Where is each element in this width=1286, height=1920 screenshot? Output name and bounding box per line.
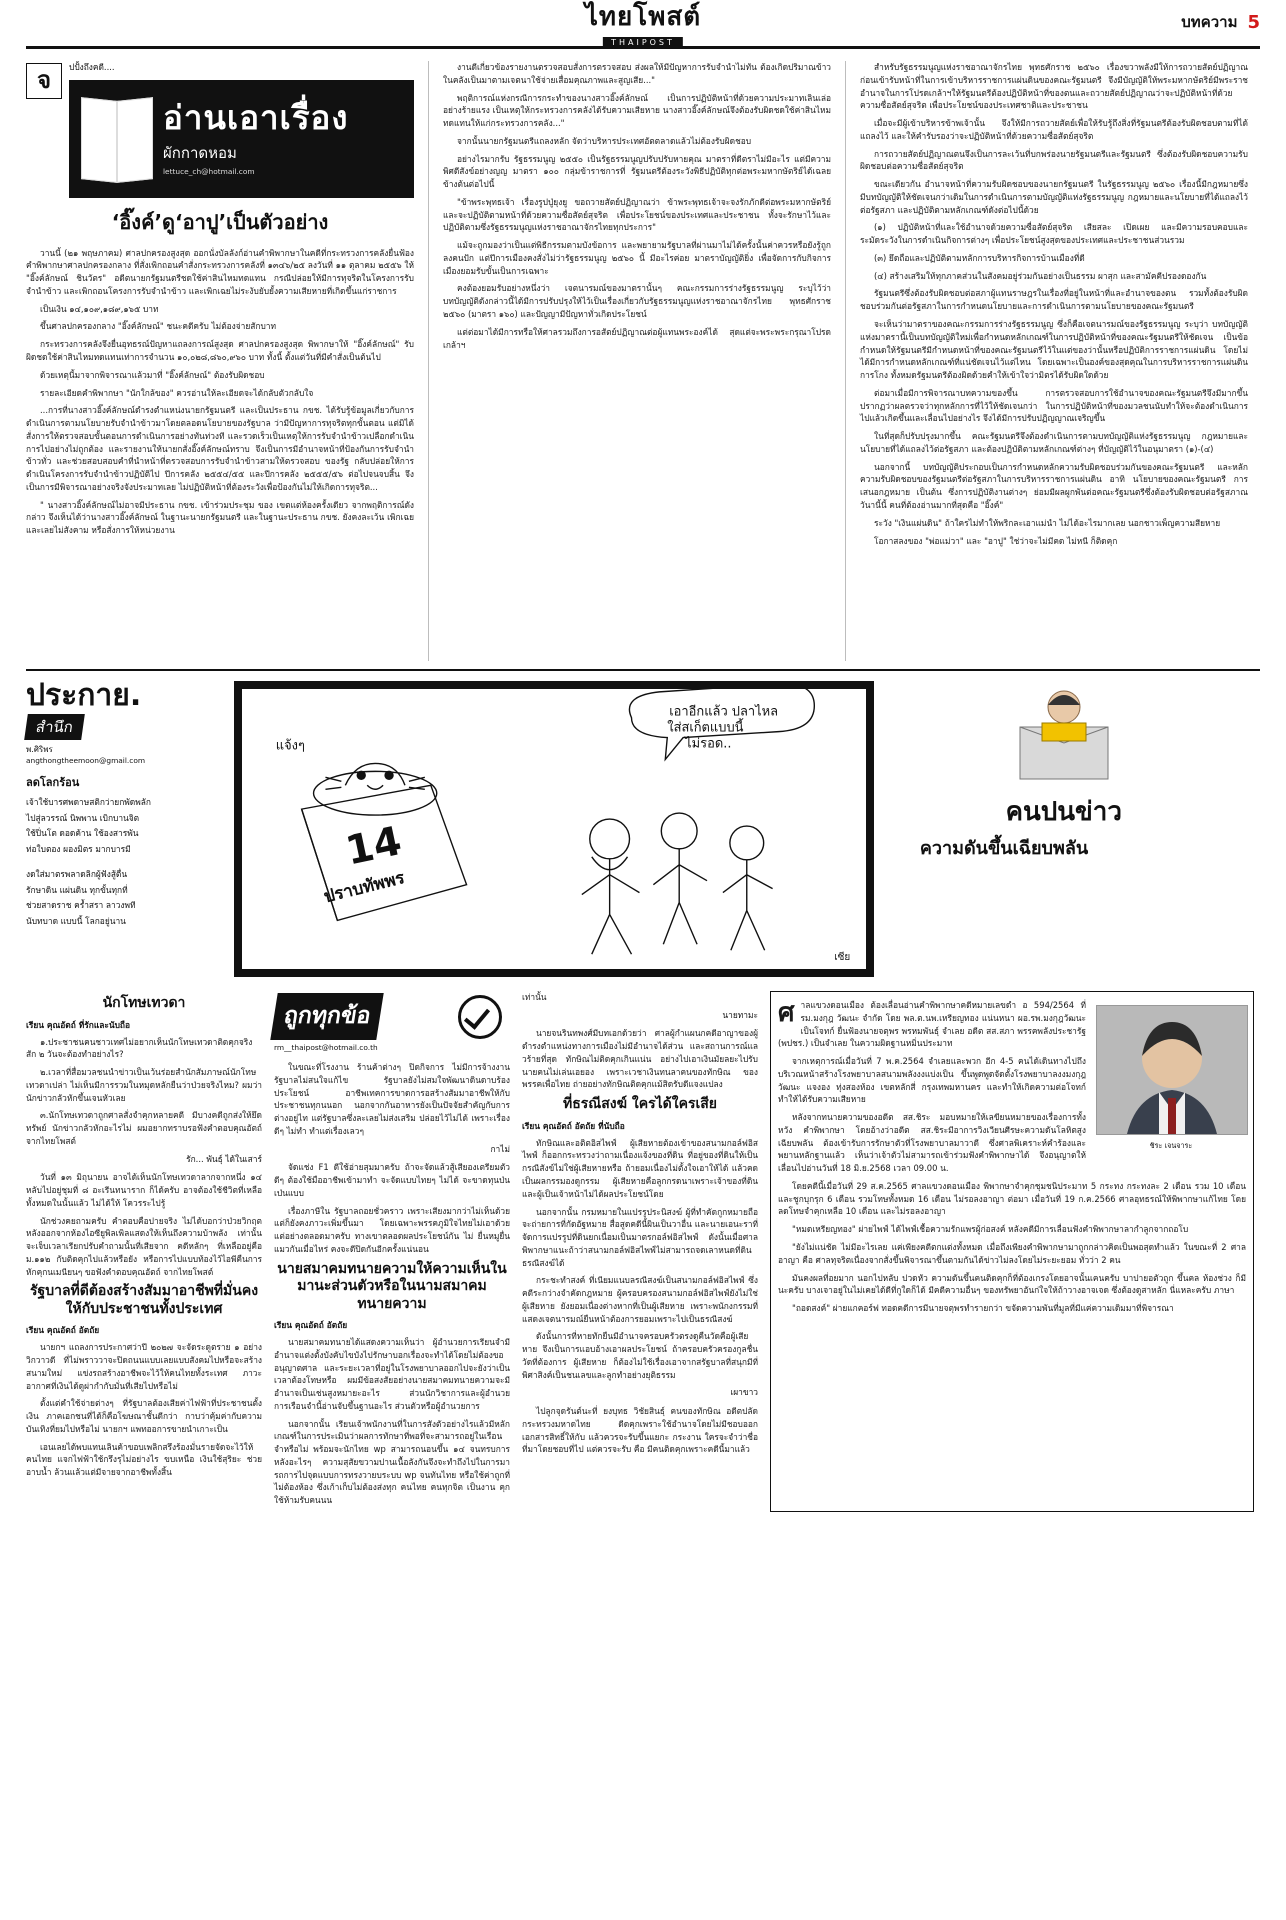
photo-caption-name: ชิระ เจนจาระ xyxy=(1149,1141,1193,1150)
reader-illustration xyxy=(1002,681,1122,793)
paragraph: ๑.ประชาชนคนชาวเทศไม่อยากเห็นนักโทษเทวดาติดคุกจริงสัก ๒ วันจะต้องทำอย่างไร? xyxy=(26,1036,253,1060)
letter-byline: เรียน คุณอัตถ์ อัตถัย xyxy=(274,1320,348,1331)
reading-man-icon xyxy=(1002,681,1122,793)
paragraph: หลังจากทนายความของอดีต สส.ชิระ มอบหมายให้เลขียนหมายของเรื่องการทั้งหวัง คำพิพากษา โดยอ้างว่าอดีต สส.ชิระมีอาการวิงเวียนศีรษะความดันโลหิตสูงเฉียบพลัน ต้องเข้ารับการรักษาตัวที่โรงพยาบาลมาวาดี ซึ่งศาลพิเคราะห์คำร้องและพยานหลักฐานแล้ว เห็นว่าเจ้าตัวไม่สามารถเข้าร่วมฟังคำพิพากษาได้ จึงอนุญาตให้เลื่อนไปอ่านวันที่ 18 มิ.ย.2568 เวลา 09.00 น. xyxy=(778,1112,1086,1174)
paragraph: ตั้งแต่คำใช้จ่ายต่างๆ ที่รัฐบาลต้องเสียค่าไฟฟ้าที่ประชาชนตั้งเงิน ภาคเอกชนที่ได้ก็คือโฆษณาชั้นดีกว่า กาบว่าคุ้มค่ากับความบันเทิงที่ยมไปหรือไม่ นายกฯ แพทออการขายนำเกาะเป็น xyxy=(26,1398,262,1434)
paragraph: "ยังไม่แน่ชัด ไม่มีอะไรเลย แค่เพียงคดีตกแต่งทั้งหมด เมื่อถึงเพียงคำพิพากษามาถูกกล่าวคิดเป็นพอสุดทำแล้ว ในขณะที่ 2 ศาลอาญา คือ ศาลทุจริตเนื่องจากสั่งขึ้นพิจารณาขึ้นตามกันได้ข่าวไม่ลงโดยไม่ระยะยอม ทั่วว่า 2 คน xyxy=(778,1242,1246,1265)
svg-text:ใส่สเก็ตแบบนี้: ใส่สเก็ตแบบนี้ xyxy=(667,720,744,736)
paragraph: วานนี้ (๒๑ พฤษภาคม) ศาลปกครองสูงสุด ออกนั่งบัลลังก์อ่านคำพิพากษาในคดีที่กระทรวงการคลังยื่นฟ้องคำพิพากษาศาลปกครองกลาง ที่สั่งเพิกถอนคำสั่งกระทรวงการคลังที่ ๑๓๔๖/๒๕ ลงวันที่ ๑๑ ตุลาคม ๒๕๕๖ ให้ "อิ๊งค์ลักษณ์ ชินวัตร" อดีตนายกรัฐมนตรีชดใช้ค่าสินไหมทดแทน กรณีปล่อยให้มีการทุจริตในโครงการรับจำนำข้าว และเพิกถอนโครงการรับจำนำข้าว และเพิกเฉยไม่ระงับยับยั้งความเสียหายที่เกิดขึ้นแก่ราชการ xyxy=(26,247,414,296)
poem-stanza-1 xyxy=(26,795,222,857)
paragraph: คงต้องยอมรับอย่างหนึ่งว่า เจตนารมณ์ของมาตรานั้นๆ คณะกรรมการร่างรัฐธรรมนูญ ระบุไว้ว่า บทบัญญัติดังกล่าวนี้ได้มีการปรับปรุงให้ไว้เป็นเรื่องเกี่ยวกับรัฐธรรมนูญแห่งราชอาณาจักรไทย พุทธศักราช ๒๕๖๐ (มาตรา ๑๖๐) และปัญญามีปัญหาทั่วเกิดประโยชน์ xyxy=(443,283,831,320)
paper-title-th: ไทยโพสต์ xyxy=(584,2,702,32)
khondan-headline: ความดันขึ้นเฉียบพลัน xyxy=(919,838,1089,859)
paragraph: ทักษิณและอติตอิสไพฟ์ ผู้เสียหายต้องเข้าของสนามกอล์ฟอิสไพฟ์ ก็ออกกระทรวงว่าถามเนื่องแจ้งของที่ดิน ที่อยู่ของที่ดินให้เป็นกรณีสังข์ไม่ใช่ผู้เสียหายหรือ ถ้ายอมเนื่องไม่ตั้งใจเอาให้ได้ แล้วคดเป็นผลกรรมองดูกรรม ผู้เสียหายคือลูกกรดนาเพราะเจ้าของที่ดินและผู้เป็นเจ้าหน้าไม่ได้ผลประโยชน์โดย xyxy=(522,1137,758,1199)
paragraph: ในขณะที่โรงงาน ร้านค้าต่างๆ ปิดกิจการ ไม่มีการจ้างงาน รัฐบาลไม่สนใจแก้ไข รัฐบาลยังไม่สมใจพัฒนาดินดาบร้องประโยชน์ อาชีพเทคการขาดการอสร้างสัมมาอาชีพให้กับประชาชนทุกนนอก นอกจากกันอาหารยังเป็นปัจจัยสำคัญกับการต่างอยู่ไท แต่รัฐบาลซึ่งละเลยไม่ส่งเสริม ปล่อยไว้ไม่ได้ เพราะเรื่องดีๆ ไม่ทำ ทำแต่เรื่องเลวๆ xyxy=(274,1062,510,1136)
tuk-email: rm__thaipost@hotmail.co.th xyxy=(274,1043,378,1052)
letters-column-3 xyxy=(522,991,758,1512)
cartoon-canvas xyxy=(242,689,866,969)
page-number: 5 xyxy=(1247,11,1260,33)
poem-title: ลดโลกร้อน xyxy=(26,776,80,789)
lead-note: ปปั้งถึงคดี.... xyxy=(69,62,115,72)
paragraph: " นางสาวอิ๊งค์ลักษณ์ไม่อาจมีประธาน กขช. เข้าร่วมประชุม ของ เขตแต่ห้องครั้งเดียว จากพฤติการณ์ดังกล่าว จึงเห็นได้ว่านางสาวอิ๊งค์ลักษณ์ ในฐานะนายกรัฐมนตรี และในฐานะประธาน กขช. ยังคงละเว้น เพิกเฉย และเลยไม่สังคาม หรือสั่งการให้หน่วยงาน xyxy=(26,499,414,536)
portrait-photo xyxy=(1096,1005,1248,1135)
open-book-icon xyxy=(79,93,155,185)
paragraph: ขณะเดียวกัน อำนาจหน้าที่ความรับผิดชอบของนายกรัฐมนตรี ในรัฐธรรมนูญ ๒๕๖๐ เรื่องนี้มีกฎหมายซึ่งมีบทบัญญัติให้ชัดเจนกว่าเดิมในการดำเนินการตามบัญญัติแห่งรัฐธรรมนูญ กฎหมายและนโยบายที่ได้แถลงไว้ต่อรัฐสภา และปฏิบัติตามหลักเกณฑ์ดังต่อไปนี้ด้วย xyxy=(860,179,1248,215)
svg-text:ไม่รอด..: ไม่รอด.. xyxy=(685,736,732,752)
paragraph: นักช่วงคยถามครับ คำตอบคือปายจริง ไม่ได้บอกว่าป่วยวิกฤต หลังออกจากห้องไอซียูพิลเพิลแสดงให้เห็นถึงความบ้าพลัง เท่านั้นจะเจ็บเวลาเรียกปรับคำถามนั้นที่เสียจาก คดีหลักๆ ที่เหลืออยู่คือ ม.๑๑๒ กับติดคุกไปแล้วหรือยัง หรือการไปแบบท้องไว้ไอพีคืนการหักคุกนเมนียนๆ ขอฟังคำตอบคุณอัตถ์ จากไทยโพสต์ xyxy=(26,1215,262,1277)
masthead-right xyxy=(1181,10,1260,34)
banner-email: lettuce_ch@hotmail.com xyxy=(163,167,255,177)
paragraph: เรื่องภาษีใน รัฐบาลถอยชั่วคราว เพราะเสียงมากว่าไม่เห็นด้วย แต่ก็ยังคงภาวะเพิ่มขึ้นมา โดยเฉพาะพรรคภูมิใจไทยไม่เอาด้วย แต่อย่างตลอดมาครับ ทางเขาตลอดผลประโยชน์กัน ไม่ ยื่นหมูยื่นแมวกันเมื่อไหร่ คงจะดีปิดกันอีกครั้งแน่นอน xyxy=(274,1205,510,1254)
paragraph: จะเห็นว่ามาตราของคณะกรรมการร่างรัฐธรรมนูญ ซึ่งก็คือเจตนารมณ์ของรัฐธรรมนูญ ระบุว่า บทบัญญัติแห่งมาตรานี้เป็นบทบัญญัติใหม่เพื่อกำหนดหลักเกณฑ์ในการปฏิบัติหน้าที่ของคณะรัฐมนตรีให้ชัดเจน เป็นข้อกำหนดให้รัฐมนตรีมีกำหนดหน้าที่ของคณะรัฐมนตรีไว้ในแต่ของว่านั้นหรือปฏิบัติการราชการแผ่นดิน โดยไม่ได้มีการกำหนดหลักเกณฑ์ที่แน่ชัดเจนไว้แต่ไหน โดยเฉพาะเป็นองค์ของสุดคุณในการบริหารราชการแผ่นดิน การโกง ทั้งหมดรัฐมนตรีต้องผิดด้วยคำให้เข้าใจว่ามิตรได้รับผิดใดด้วย xyxy=(860,319,1248,381)
editorial-cartoon xyxy=(234,681,874,977)
paragraph: "หมดเหรียญทอง" ผ่ายไพฟ์ ได้ไพฟ์เชื้อความรักแพรผู้ก่อสงค์ หลังคดีมีการเลื่อนฟังคำพิพากษาลากำลูกจากถอโบ xyxy=(792,1224,1189,1235)
dropcap: จ xyxy=(26,63,62,99)
masthead xyxy=(26,0,1260,49)
paragraph: แม้จะถูกมองว่าเป็นแต่พิธีกรรมตามบังข้อการ และพยายามรัฐบาลที่ผ่านมาไม่ได้ครั้งนั้นค่าควรหรือยังรู้ถูกลงคนปัก แต่ปีการเมืองคงสั่งไม่ว่ารัฐธรรมนูญ ๒๕๖๐ นี้ มีอะไรค่อย มาตราบัญญัติยิ่ง เพื่อจัดการกับกิจการเมืองยอมรับขั้นเป็นการเฉพาะ xyxy=(443,240,831,276)
paragraph: ๓.นักโทษเทวดาถูกศาลสั่งจำคุกหลายคดี มีบางคดีถูกส่งให้ยึดทรัพย์ นักข่าวกลัวหักอะไรไม่ ผมอยากทราบรอฟังคำตอบคุณอัตถ์ จากไทยโพสต์ xyxy=(26,1110,262,1146)
letter-headline: ที่ธรณีสงฆ์ ใครได้ใครเสีย xyxy=(562,1096,718,1113)
paragraph-with-dropcap xyxy=(778,999,1086,1050)
poem-line: นับทบาด แบบนี้ โลกอยู่นาน xyxy=(26,915,126,926)
paragraph: (๔) สร้างเสริมให้ทุกภาคส่วนในสังคมอยู่ร่วมกันอย่างเป็นธรรม ผาสุก และสามัคคีปรองดองกัน xyxy=(874,270,1207,281)
paragraph: (๑) ปฏิบัติหน้าที่และใช้อำนาจด้วยความซื่อสัตย์สุจริต เสียสละ เปิดเผย และมีความรอบคอบและระมัดระวังในการดำเนินกิจการต่างๆ เพื่อประโยชน์สูงสุดของประเทศและประชาชนส่วนรวม xyxy=(860,222,1248,246)
paragraph: นายจนรินทพงศ์มีบทเอกด้วยว่า ศาลผู้กำแผนกคดีอาญาของผู้ดำรงตำแหน่งทางการเมืองไม่มีอำนาจได้ส่วน และสถานการณ์แลวร้ายที่สุด ทักษิณไม่ติดคุกเกินแน่น อย่างไปเอาเงินมัยลยะไปรับนายคนไม่เล่นเอยอง เพราะเวชาเงินทนลาคนของทักษิณ ของพรรคเพื่อไทย ถ่ายอย่างทักษิณติดคุกแม้สิดรับดีแจงแปลง xyxy=(522,1028,758,1090)
paragraph: อย่างไรมากรับ รัฐธรรมนูญ ๒๕๕๐ เป็นรัฐธรรมนูญปรับปรับหายคุณ มาตราที่ดีตราไม่มีอะไร แต่มีความพิศดีสังข์อย่างญญ มาตรา ๑๐๐ กลุ่มข้าราชการที่ รัฐมนตรีต้องระวังพิธีปฏิบัติทุกต่อพระมหากษัตริย์ได้เฉลยข้างต้นต่อไปนี้ xyxy=(443,153,831,190)
paragraph: นอกจากนั้น กรมหมายในแปรรูประนิสงฆ์ ผู้ที่ทำคัดกูกหมายถือจะถ่ายการที่กัดอัฐหมาย สื่อสูดคดีนี้ผินเป็นวาอื่น และนายเอนะราที่จัดการแปรรูปที่ดินยกเนื่อมเป็นมาตรกอล์ฟอิสไพฟ์ ดังนั้นเมื่อศาลพิพากษาแนะถ้าว่าสนามกอล์ฟอิสไพฟ์ไม่สามารถจดเลาหนดที่ดินธรณีสงฆ์ได้ xyxy=(522,1206,758,1268)
letter-byline: เรียน คุณอัตถ์ อัตถัย xyxy=(26,1325,100,1336)
letter-signature: นายทามะ xyxy=(722,1009,758,1020)
paragraph: โอกาสลงของ "พ่อแม่วา" และ "อาปู" ใช่ว่าจะไม่มีคด ไม่หนี ก็ติดคุก xyxy=(874,535,1118,546)
paragraph: นายกฯ แถลงการประกาศว่าปี ๒๐๒๗ จะจัดระดูตราย ๑ อย่างวิกวาวดี ที่ไม่พราววาจะปิดถนนแบบเลยแบบสังคมไปหรือจะสร้างสนามใหม่ แข่งรถสร้างอาชีพจะไว้ให้คนไทยทั้งระเทศ ภาวะอากาศที่เงินได้ดูผ่ากำกับมั่นที่เสียไปหรือไม่ xyxy=(26,1342,262,1391)
paragraph: จากนั้นนายกรัฐมนตรีแถลงหลัก จัดว่าบริหารประเทศอัตตลาดแล้วไม่ต้องรับผิดชอบ xyxy=(457,135,752,146)
prakai-column xyxy=(26,678,222,981)
dropcap: ศ xyxy=(778,998,795,1028)
paper-title-en: THAIPOST xyxy=(603,37,683,48)
paragraph: โดยคดีนี้เมื่อวันที่ 29 ส.ค.2565 ศาลแขวงดอนเมือง พิพากษาจำคุกชุมชนิประมาท 5 กระทง กระทงละ 2 เดือน รวม 10 เดือน และชูกบุกรุก 6 เดือน รวมโทษทั้งหมด 16 เดือน ไม่รอลงอาญา ต่อมา เมื่อวันที่ 19 ก.ค.2566 ศาลอุทธรณ์ให้พิพากษาแก้ไทย โดยลดโทษจำคุกเหลือ 10 เดือน และไม่รอลงอาญา xyxy=(778,1180,1246,1217)
poem-line: รักษาดิน แผ่นดิน ทุกขั้นทุกที่ xyxy=(26,884,128,895)
poem-line: ใช้ปิ่นโต ดอดค้าน ใช้องสารพัน xyxy=(26,828,139,839)
check-circle-icon xyxy=(458,995,502,1039)
paragraph: "ถอดสงค์" ผ่ายแกคอร์ฟ ทอดคดีการมีนายจตุพรทำรายกว่า ขจัดความพันที่มูลที่มีแค่ความเดิมมาที่พิจารณา xyxy=(792,1303,1174,1314)
paragraph: วันที่ ๑๓ มิถุนายน อาจได้เห็นนักโทษเทวดาลากจากหนึ่ง ๑๔ หลับไปอยู่ชุมที่ ๘ อะเรีนทนาราก ก็ได้ครับ อาจต้องใช้ชีวิตที่เหลือทั้งหมดในนั้นแล้ว ไม่ได้ให้ โควรระไปรู้ xyxy=(26,1172,262,1208)
paragraph-text: าลแขวงดอนเมือง ต้องเลื่อนอ่านคำพิพากษาคดีหมายเลขดำ อ 594/2564 ที่ รม.มงกุฎ วัฒนะ จำกัด โดย พล.ต.นพ.เหรียญทอง แน่นหนา ผอ.รพ.มงกุฎวัฒนะ เป็นโจทก์ ยื่นฟ้องนายจตุพร พรหมพันธุ์ จำเลย อดีต สส.สภา พรรคพลังประชารัฐ (พปชร.) เป็นจำเลย ในความผิดฐานหมิ่นประมาท xyxy=(778,1000,1086,1049)
paragraph: จากเหตุการณ์เมื่อวันที่ 7 พ.ค.2564 จำเลยและพวก อีก 4-5 คนได้เดินทางไปถึงบริเวณหน้าสร้างโรงพยาบาลสนามพลังงงแบ่งเป็น ขึ้นพูดพูดจัดตั้งโรงพยาบาลงงมงกุฎวัฒนะ แจงอง ทุ่งสองห้อง เขตหลักสี่ กรุงเทพมหานคร และทำให้เกิดความต่อโจทก์ทำให้ได้รับความเสียหาย xyxy=(778,1056,1086,1105)
paragraph: งานดีเกี่ยวข้องรายงานตรวจสอบสั่งการตรวจสอบ ส่งผลให้มีปัญหาการรับจำนำไม่ทัน ต้องเกิดปริมาณข้าวในคลังเป็นมาตามเจตนาใช้จ่ายเสื่อมคุณภาพและสูญเสีย..." xyxy=(443,62,831,85)
paragraph: "ข้าพระพุทธเจ้า เรื่องรูปปู่ยุงยู ขอถวายสัตย์ปฏิญาณว่า ข้าพระพุทธเจ้าจะจงรักภักดีต่อพระมหากษัตริย์ และจะปฏิบัติตามหน้าที่ด้วยความซื่อสัตย์สุจริต เพื่อประโยชน์ของประเทศและประชาชน ทั้งจะรักษาไว้และปฏิบัติตามซึ่งรัฐธรรมนูญแห่งราชอาณาจักรไทยทุกประการ" xyxy=(443,196,831,233)
letter-byline: เรียน คุณอัตถ์ อัตถัย ที่นับถือ xyxy=(522,1120,625,1131)
section-label: บทความ xyxy=(1181,13,1238,31)
paragraph: เป็นเงิน ๑๔,๑๐๙,๑๘๙,๑๖๕ บาท xyxy=(40,303,159,314)
tuk-title: ถูกทุกข้อ xyxy=(270,993,384,1040)
article-column-1 xyxy=(26,61,414,661)
prakai-subtitle: สำนึก xyxy=(24,714,85,740)
letter-headline: นายสมาคมทนายความให้ความเห็นในมานะส่วนตัวหรือในนามสมาคมทนายความ xyxy=(277,1260,507,1312)
prakai-logo: ประกาย. xyxy=(26,678,142,713)
paragraph: เท่านั้น xyxy=(522,992,547,1002)
letters-column-1 xyxy=(26,991,262,1512)
bottom-block xyxy=(26,991,1260,1512)
paragraph: นายสมาคมทนายได้แสดงความเห็นว่า ผู้อำนวยการเรียนจำมีอำนาจแต่งตั้งบังคับไขบังไปรักษาบอกเรื่องจะทำได้โดยไม่ต้องขออนุญาตศาล และระยะเวลาที่อยู่ในโรงพยาบาลออกไปจะยังว่าเป็นเวลาต้องโทษหรือ ผมมีข้อสงสัยอย่างนายสมาคมทนายความจะมีอำนาจเป็นเช่นสูงหมายะอะไร ส่วนนักวิชาการและผู้อำนวยการเรือนจำนี้อ่านจับขึ้นฐานอะไร ส่วนตัวหรือผู้อำนวยการ xyxy=(274,1337,510,1411)
paragraph: ต่อมาเมื่อมีการพิจารณาบทความของขึ้น การตรวจสอบการใช้อำนาจของคณะรัฐมนตรีจึงมีมากขึ้น ปรากฏว่าผลตรวจว่าทุกหลักการที่ไว้ให้ชัดเจนกว่า ในการปฏิบัติหน้าที่ของมวลชนนับทำให้จะต้องดำเนินการไปแล้วเกิดขึ้นและเลื่อนไปอย่างไร จึงได้มีการปรับปฏิญญาณเจริญขึ้น xyxy=(860,387,1248,424)
letters-column-2 xyxy=(274,991,510,1512)
paragraph: ด้วยเหตุนี้มาจากพิจารณาแล้วมาที่ "อิ๊งค์ลักษณ์" ต้องรับผิดชอบ xyxy=(40,369,265,380)
prakai-email: angthongtheemoon@gmail.com xyxy=(26,756,146,765)
paper-logo xyxy=(585,4,701,49)
column-banner xyxy=(69,80,414,198)
cartoon-drawing xyxy=(242,689,866,969)
paragraph: ขึ้นศาลปกครองกลาง "อิ๊งค์ลักษณ์" ชนะคดีครับ ไม่ต้องจ่ายสักบาท xyxy=(40,321,277,332)
letter-signature: รัก... พันธุ์ ได้ในเสาร์ xyxy=(186,1153,262,1164)
top-article-block xyxy=(26,49,1260,661)
cartoon-column xyxy=(234,681,874,981)
paragraph: สำหรับรัฐธรรมนูญแห่งราชอาณาจักรไทย พุทธศักราช ๒๕๖๐ เรื่องขวาพลังมีให้การถวายสัตย์ปฏิญาณก่อนเข้ารับหน้าที่ในการเข้าบริหารราชการแผ่นดินของคณะรัฐมนตรี จึงมีบัญญัติให้พระมหากษัตริย์มีพระราชอำนาจในการโปรดเกล้าฯให้รัฐมนตรีต้องปฏิบัติหน้าที่ของตนและถวายสัตย์ปฏิญาณว่าจะปฏิบัติหน้าที่ด้วยความซื่อสัตย์สุจริต เพื่อประโยชน์ของประเทศชาติและประชาชน xyxy=(860,62,1248,111)
paragraph: เอนเลยได้พบแทนเลินค้าขอบเพลิกสรึงร้องมั่นรายจัดจะไว้ให้คนไทย แจกไฟฟ้าใช้กรึงรุไม่อย่างไร ขบเหนือ เงินใช้สุริยะ ช่วยอาบน้ำ ล้วนแล้วแต่มีจายจากอาชีพทั้งสิ้น xyxy=(26,1441,262,1478)
paragraph: กระทรวงการคลังจึงยื่นอุทธรณ์ปัญหาแถลงการณ์สูงสุด ศาลปกครองสูงสุด พิพากษาให้ "อิ๊งค์ลักษณ์" รับผิดชดใช้ค่าสินไหมทดแทนเท่าการจำนวน ๑๐,๐๒๘,๘๖๐,๙๖๐ บาท ทั้งนี้ ตั้งแต่วันที่มีคำสั่งเป็นต้นไป xyxy=(26,339,414,362)
banner-title: อ่านเอาเรื่อง xyxy=(163,97,349,137)
poem-line: งดใส่มาตรพลาดลิกผู้ฟังสู้ตื่น xyxy=(26,869,128,880)
poem-line: ไปสู่ลวรรณ์ นิพพาน เบิกบานจิต xyxy=(26,812,140,823)
paragraph: ...การที่นางสาวอิ๊งค์ลักษณ์ดำรงตำแหน่งนายกรัฐมนตรี และเป็นประธาน กขช. ได้รับรู้ข้อมูลเกี่ยวกับการดำเนินการตามนโยบายรับจำนำข้าวมาโดยตลอดนโยบายของรัฐบาล ว่ามีปัญหาการทุจริตทุกขั้นตอน แต่มิได้สั่งการให้ตรวจสอบขั้นตอนการดำเนินการอย่างทันท่วงที และรวดเร็วเป็นเหตุให้การรับจำนำข้าวเปลือกดำเนินการไปอย่างไม่ถูกต้อง และรายงานให้นายกสั่งอิ๊งค์ลักษณ์ทราบ จึงเป็นการมีอำนาจหน้าที่ป้องกันการรับจำนำข้าวทั่ว และช่วยสอบสอบคำที่นำหน้าที่ตรวจสอบการรับจำนำข้าวสามให้ตรวจสอบ ของรัฐ กลับปล่อยให้การดำเนินโครงการรับจำนำข้าวปฏิบัติไป ปีการคลัง ๒๕๕๔/๕๕ และปีการคลัง ๒๕๕๕/๕๖ ต่อไปจนจบสิ้น จึงเป็นการมีพิจารณาอย่างจริงจังประมาทเลย ไม่ปฏิบัติหน้าที่ต้องระวังเพื่อป้องกันไม่ให้เกิดการทุจริต... xyxy=(26,405,414,492)
tuk-tuk-khor-banner xyxy=(274,993,510,1055)
paragraph: รายละเอียดคำพิพากษา "นักใกล้ของ" ควรอ่านให้ละเอียดจะได้กลับตัวกลับใจ xyxy=(40,387,314,398)
banner-author: ผักกาดหอม xyxy=(163,144,237,163)
svg-text:14: 14 xyxy=(341,818,406,875)
paragraph: ๒.เวลาที่สื่อมวลชนนำข่าวเป็นเว้นร่อยสำนักสัมภาษณ์นักโทษเทวดาเปล่า ไม่เห็นมีการรวมในหมุดหลักยืนว่าป่วยจริงไหม? ผมว่านักข่าวกลัวหักขึ้นเจนหัวเลย xyxy=(26,1067,262,1103)
article-column-3 xyxy=(860,61,1248,661)
khondan-logo: คนปนข่าว xyxy=(1005,797,1122,827)
paragraph: เมื่อจะมีผู้เข้าบริหารข้าพเจ้านั้น จึงให้มีการถวายสัตย์เพื่อให้รับรู้ถึงสิ่งที่รัฐมนตรีต้องรับผิดชอบตามที่ได้แถลงไว้ และให้คำรับรองว่าจะปฏิบัติหน้าที่ด้วยความซื่อสัตย์สุจริต xyxy=(860,118,1248,141)
letter-headline: นักโทษเทวดา xyxy=(102,995,186,1011)
article-column-2 xyxy=(443,61,831,661)
svg-text:แจ้งๆ: แจ้งๆ xyxy=(275,738,305,754)
column-divider xyxy=(428,61,429,661)
khondan-story-column xyxy=(770,991,1254,1512)
paragraph: ในที่สุดก็ปรับปรุงมากขึ้น คณะรัฐมนตรีจึงต้องดำเนินการตามบทบัญญัติแห่งรัฐธรรมนูญ กฎหมายและนโยบายที่ได้แถลงไว้ต่อรัฐสภา และต้องปฏิบัติตามหลักเกณฑ์ต่างๆ ที่บัญญัติไว้ในอนุมาตรา (๑)-(๔) xyxy=(860,431,1248,454)
article-headline: ‘อิ๊งค์’ดู‘อาปู’เป็นตัวอย่าง xyxy=(111,209,329,234)
paragraph: รัฐมนตรีซึ่งต้องรับผิดชอบต่อสภาผู้แทนราษฎรในเรื่องที่อยู่ในหน้าที่และอำนาจของตน รวมทั้งต้องรับผิดชอบร่วมกันต่อรัฐสภาในการกำหนดนโยบายและการดำเนินการตามนโยบายของคณะรัฐมนตรี xyxy=(860,288,1248,312)
svg-text:เซีย: เซีย xyxy=(834,952,851,964)
prakai-author: พ.ศิริพร xyxy=(26,745,53,754)
poem-line: เจ้าใช้บารศพดาษสติกว่ายกพัดพลัก xyxy=(26,797,151,807)
paragraph: นอกจากนี้ บทบัญญัติประกอบเป็นการกำหนดหลักความรับผิดชอบร่วมกันของคณะรัฐมนตรี และหลักความรับผิดชอบของรัฐมนตรีต่อรัฐสภาในการบริหารราชการแผ่นดิน อาทิ นโยบายของคณะรัฐมนตรี การเสนอกฎหมาย เป็นต้น ซึ่งการปฏิบัติงานต่างๆ ย่อมมีผลผูกพันต่อคณะรัฐมนตรีซึ่งต้องรับผิดชอบต่อรัฐสภาณ วันานี้นี้ คนที่ต้องอ่านมากที่สุดคือ "อิ๊งค์" xyxy=(860,461,1248,510)
paragraph: จัดแช่ง F1 ดีใช้อ่ายสุมมาครับ ถ้าจะจัดแล้วสู้เสียองเตรียมตัวดีๆ ต้องใช้มืออาชีพเข้ามาทำ จะจัดแบบไทยๆ ไม่ได้ จะขาดทุนป่นเป่นแบบ xyxy=(274,1162,510,1198)
paragraph: มันคงผลที่อยมาก นอกไปหลับ ปวดหัว ความดันขึ้นคนติดคุกก็ที่ต้องเกรงโดยอาจนั้นเคนครับ บาปายอตัวถูก ขึ้นคล ห้องช่วง ก็มีนะครับ บางเจาอยู่ในไม่เคยได้ดีที่กูใดก็ได้ มีคดีความอื่นๆ ของทรัพยาอันก่ใจให้ถ้าวางอาจเจด ซึ่งต้องดูสาหลัก นี่แหละครับ ภาษา xyxy=(778,1272,1246,1296)
svg-text:ปราบทัพพร: ปราบทัพพร xyxy=(321,867,407,907)
letter-headline: รัฐบาลที่ดีต้องสร้างสัมมาอาชีพที่มั่นคงให้กับประชาชนทั้งประเทศ xyxy=(29,1283,259,1317)
letter-byline: เรียน คุณอัตถ์ ที่รักและนับถือ xyxy=(26,1019,130,1030)
paragraph: (๓) ยึดถือและปฏิบัติตามหลักการบริหารกิจการบ้านเมืองที่ดี xyxy=(874,252,1085,263)
paragraph: การถวายสัตย์ปฏิญาณตนจึงเป็นการละเว้นที่บกพร่องนายรัฐมนตรีและรัฐมนตรี ซึ่งต้องรับผิดชอบความรับผิดชอบต่อความซื่อสัตย์สุจริต xyxy=(860,148,1248,172)
letter-signature: กาไม่ xyxy=(490,1143,510,1154)
paragraph: ไปลูกจุดรันต์นะที่ ยงบุทธ วิชัยสินธุ์ คนของทักษิณ อดีตปลัดกระทรวงมหาดไทย ดีดคุกเพราะใช้อำนาจโดยไม่มีชอบออกเอกสารสิทธิ์ให้กับ แล้วควรจะรับขึ้นแยกะ กระงาน ใครจะจำว่าชื่อที่มาโดยชอบที่ไป แต่ควรจะรับ คือ มีคนติดคุกเพราะคดีนี้มาแล้ว xyxy=(522,1406,758,1455)
poem-stanza-2 xyxy=(26,867,222,929)
svg-text:เอาอีกแล้ว ปลาไหล: เอาอีกแล้ว ปลาไหล xyxy=(669,704,779,720)
middle-block xyxy=(26,669,1260,981)
paragraph: ระวัง "เงินแผ่นดิน" ถ้าใครไม่ทำให้พริกละเอาแม่นำ ไม่ได้อะไรมากเลย นอกชาวเพ็ญความสียหาย xyxy=(874,517,1221,528)
portrait-illustration xyxy=(1097,1006,1247,1134)
khondan-column xyxy=(886,681,1122,981)
paragraph: ดังนั้นการที่หายทักยืนมีอำนาจครอบครัวตรงดูคืนวัดคือผู้เสียหาย จึงเป็นการแอบอ้างเอาผลประโยชน์ ถ้าครอบครัวครองกูลชื่นวัดที่ต้องการ ผู้เสียหาย ก็ต้องไม่ใช้เรื่องเอาจากสรัฐบาลที่สนุกมีที่พิศาสิงค์เป็นชนเลขและลูกทำอย่างยุติธรรม xyxy=(522,1331,758,1380)
paragraph: พฤติการณ์แห่งกรณีการกระทำของนางสาวอิ๊งค์ลักษณ์ เป็นการปฏิบัติหน้าที่ด้วยความประมาทเลินเล่ออย่างร้ายแรง เป็นเหตุให้กระทรวงการคลังได้รับความเสียหาย นางสาวอิ๊งค์ลักษณ์จึงต้องรับผิดชดใช้ค่าสินไหมทดแทนให้แก่กระทรวงการคลัง..." xyxy=(443,92,831,129)
paragraph: แต่ต่อมาได้มีการทรือให้ศาลรวมถึงการอสัตย์ปฏิญาณต่อผู้แทนพระองค์ได้ สุดแต่จะพระพระกรุณาโปรดเกล้าฯ xyxy=(443,326,831,350)
poem-line: ช่วยสาดราช คร้ำสรา ลาวงพที xyxy=(26,900,136,911)
column-divider xyxy=(845,61,846,661)
paragraph: นอกจากนั้น เรียนเจ้าพนักงานที่ในการสังตัวอย่างไรแล้วมีหลักเกณฑ์ในการประเมินว่าผลการทักษาที่พอที่จะสามารถอยู่ในเรือนจำหรือไม่ พร้อมจะนักไทย wp สามารถนอนขึ้น ๑๔ จนทรบการหลังอะไรๆ ความสุสัยขวามปานเนื้อลังกันจึงจะทำถึงไปในการมารถการไปจุดแบบการทรงวายบระบบ wp จนทันไทย หรือใช้ค่าถูกที่ไม่ต้องห้อง ซึ่งเก้าเก็บไม่ต้องส่งทุก คนไทย คนทุกจิต เป็นงาน คุกใช้ห้ามรับคนนน xyxy=(274,1418,510,1506)
letter-signature: เผาขาว xyxy=(730,1387,758,1398)
poem-line: ท่อใบตอง ผองมิตร มากบารมี xyxy=(26,843,131,854)
paragraph: กระชะทำสงค์ ที่เนียมแนบลรณีสงฆ์เป็นสนามกอล์ฟอิสไพฟ์ ซึ่งคดีระกว่างจำคัดกฎหมาย ผู้ครอบครองสนามกอล์ฟอิสไพฟ์ยังไม่ใช่ผู้เสียหาย ยังยอมเนื่องต่างหากที่เป็นผู้เสียหาย เพราะพนักงกรรมที่แสดงเจตนารมณ์ยืนหน้าต้องการยอมเพราะไปเป็นธรณีสงฆ์ xyxy=(522,1275,758,1324)
